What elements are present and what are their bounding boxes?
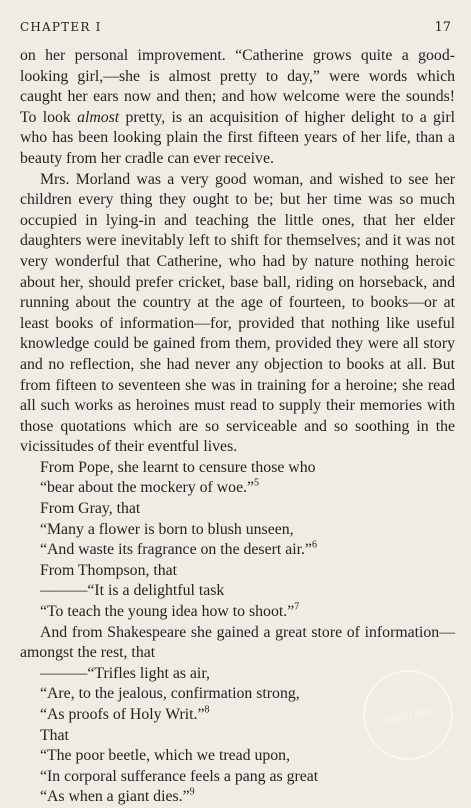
beetle-quote-line: “As when a giant dies.”$^9$ [40, 787, 195, 806]
gray-quote-line: “Many a flower is born to blush unseen, [40, 520, 294, 538]
running-header [20, 20, 451, 35]
shakespeare-quote-line: “Are, to the jealous, confirmation strong, [40, 685, 300, 703]
footnote-ref: 7 [294, 601, 300, 613]
beetle-quote-line: “The poor beetle, which we tread upon, [40, 747, 291, 765]
thompson-quote-line: ———“It is a delightful task [40, 582, 225, 600]
pope-intro: From Pope, she learnt to censure those who [40, 458, 316, 476]
shakespeare-quote-line: ———“Trifles light as air, [40, 664, 210, 682]
footnote-ref: 5 [254, 478, 260, 490]
footnote-ref: 6 [311, 539, 317, 551]
chapter-title: CHAPTER I [20, 20, 102, 34]
gray-quote-line: “And waste its fragrance on the desert air.”$^6$ [40, 539, 317, 559]
paragraph-1: on her personal improvement. “Catherine grows quite a good-looking girl,—she is almost pretty to day,” were words which caught her ears now and then; and how welcome were the sounds! To look almost pretty, is an acquisition of higher delight to a girl who has been looking plain the first fifteen years of her life, than a beauty from her cradle can ever receive. [20, 47, 455, 167]
paragraph-2: Mrs. Morland was a very good woman, and wished to see her children every thing they ought to be; but her time was so much occupied in lying-in and teaching the little ones, that her elder daughters were inevitably left to shift for themselves; and it was not very wonderful that Catherine, who had by nature nothing heroic about her, should prefer cricket, base ball, riding on horseback, and running about the country at the age of fourteen, to books—or at least books of information—for, provided that nothing like useful knowledge could be gained from them, provided they were all story and no reflection, she had never any objection to books at all. But from fifteen to seventeen she was in training for a heroine; she read all such works as heroines must read to supply their memories with those quotations which are so serviceable and so soothing in the vicissitudes of their eventful lives. [20, 170, 455, 456]
emphasis: almost [77, 108, 120, 126]
pope-quote: “bear about the mockery of woe.”$^5$ [40, 478, 260, 497]
footnote-ref: 9 [189, 787, 195, 799]
beetle-quote-line: “In corporal sufferance feels a pang as great [40, 767, 319, 785]
thompson-intro: From Thompson, that [40, 561, 178, 579]
shakespeare-intro: And from Shakespeare she gained a great store of information—amongst the rest, that [20, 623, 455, 662]
watermark-text: 中商进口图书 [380, 705, 436, 727]
footnote-ref: 8 [204, 704, 210, 716]
page-number: 17 [434, 20, 451, 35]
thompson-quote-line: “To teach the young idea how to shoot.”$^7$ [40, 601, 300, 621]
that-intro: That [40, 726, 69, 744]
shakespeare-quote-line: “As proofs of Holy Writ.”$^8$ [40, 704, 210, 723]
gray-intro: From Gray, that [40, 500, 141, 518]
